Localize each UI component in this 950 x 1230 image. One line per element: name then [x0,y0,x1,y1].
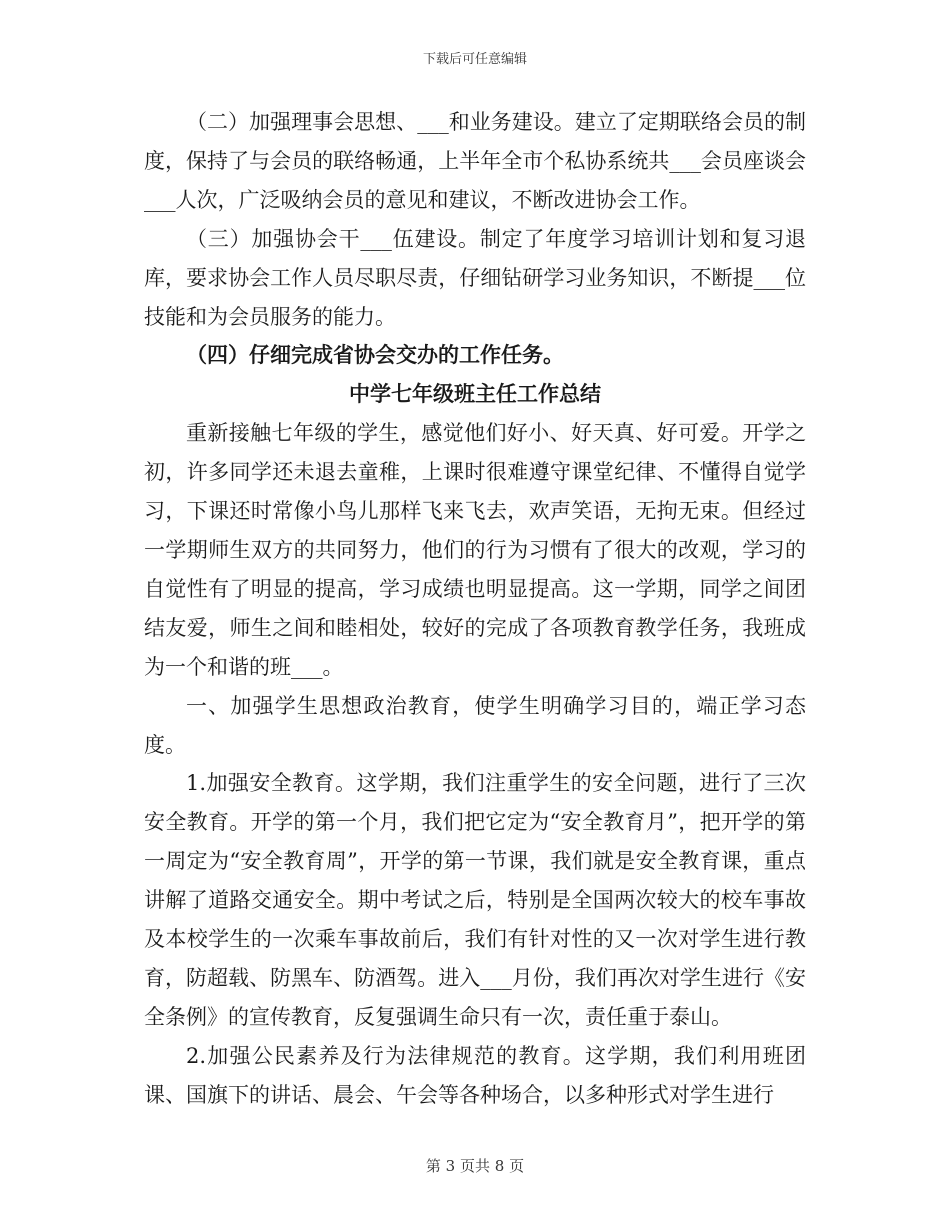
paragraph-civic-education: 2.加强公民素养及行为法律规范的教育。这学期，我们利用班团课、国旗下的讲话、晨会、午会等各种场合，以多种形式对学生进行 [144,1043,806,1107]
page-footer: 第 3 页共 8 页 [425,1157,525,1175]
document-title: 中学七年级班主任工作总结 [349,381,601,407]
paragraph-section-2: （二）加强理事会思想、___和业务建设。建立了定期联络会员的制度，保持了与会员的联络畅通，上半年全市个私协系统共___会员座谈会___人次，广泛吸纳会员的意见和建议，不断改进协会工作。 [144,110,806,212]
page-header: 下载后可任意编辑 [422,52,527,67]
paragraph-section-4-heading: （四）仔细完成省协会交办的工作任务。 [186,342,564,368]
paragraph-part-1-heading: 一、加强学生思想政治教育，使学生明确学习目的，端正学习态度。 [144,693,806,757]
paragraph-safety-education: 1.加强安全教育。这学期，我们注重学生的安全问题，进行了三次安全教育。开学的第一个月，我们把它定为“安全教育月”，把开学的第一周定为“安全教育周”，开学的第一节课，我们就是安全教育课，重点讲解了道路交通安全。期中考试之后，特别是全国两次较大的校车事故及本校学生的一次乘车事故前后，我们有针对性的又一次对学生进行教育，防超载、防黑车、防酒驾。进入___月份，我们再次对学生进行《安全条例》的宣传教育，反复强调生命只有一次，责任重于泰山。 [144,771,806,1029]
paragraph-intro: 重新接触七年级的学生，感觉他们好小、好天真、好可爱。开学之初，许多同学还未退去童稚，上课时很难遵守课堂纪律、不懂得自觉学习，下课还时常像小鸟儿那样飞来飞去，欢声笑语，无拘无束。但经过一学期师生双方的共同努力，他们的行为习惯有了很大的改观，学习的自觉性有了明显的提高，学习成绩也明显提高。这一学期，同学之间团结友爱，师生之间和睦相处，较好的完成了各项教育教学任务，我班成为一个和谐的班___。 [144,421,806,679]
document-body [144,103,806,1115]
paragraph-section-3: （三）加强协会干___伍建设。制定了年度学习培训计划和复习退库，要求协会工作人员尽职尽责，仔细钻研学习业务知识，不断提___位技能和为会员服务的能力。 [144,226,806,329]
